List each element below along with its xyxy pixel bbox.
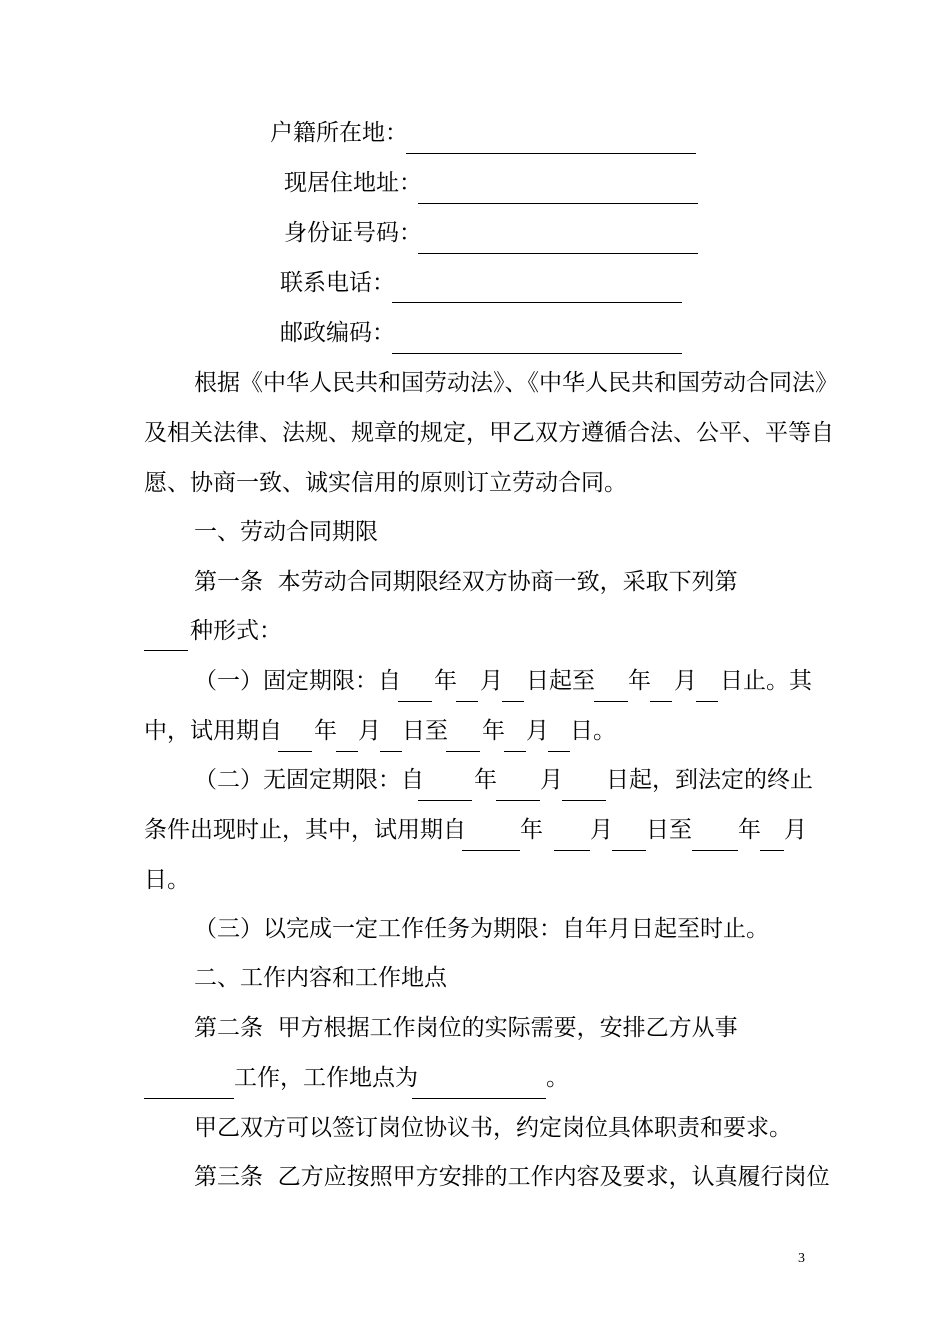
fixed-to: 日至 <box>402 718 448 744</box>
fixed-end-month-blank <box>650 701 672 702</box>
article-2-location-blank <box>412 1098 546 1099</box>
open-month-2: 月 <box>590 817 613 843</box>
preamble-line-3: 愿、协商一致、诚实信用的原则订立劳动合同。 <box>144 470 627 496</box>
fixed-start-month-blank <box>456 701 478 702</box>
open-start-month-blank <box>496 800 540 801</box>
fixed-term-label: （一）固定期限：自 <box>194 668 401 694</box>
fixed-from: 日起至 <box>526 668 595 694</box>
article-1-line-2: 种形式： <box>190 618 282 644</box>
open-prob-year-blank <box>462 850 520 851</box>
open-start-day-blank <box>562 800 606 801</box>
open-prob-day-blank <box>612 850 646 851</box>
fixed-month-1: 月 <box>480 668 503 694</box>
open-prob-end-month-blank <box>760 850 784 851</box>
open-term-label: （二）无固定期限：自 <box>194 767 424 793</box>
fixed-month-4: 月 <box>526 718 549 744</box>
fixed-start-year-blank <box>398 701 432 702</box>
article-3-line-1: 第三条 乙方应按照甲方安排的工作内容及要求，认真履行岗位 <box>194 1164 830 1190</box>
fixed-day-end: 日。 <box>570 718 616 744</box>
open-line-3: 日。 <box>144 867 190 893</box>
fixed-month-3: 月 <box>358 718 381 744</box>
fixed-year-2: 年 <box>628 668 651 694</box>
open-prob-end-year-blank <box>692 850 738 851</box>
open-month-1: 月 <box>540 767 563 793</box>
fixed-year-1: 年 <box>434 668 457 694</box>
open-month-3: 月 <box>784 817 807 843</box>
field-line-juzhu <box>418 203 698 204</box>
open-year-1: 年 <box>474 767 497 793</box>
fixed-year-4: 年 <box>482 718 505 744</box>
field-label-idcard: 身份证号码： <box>284 220 422 246</box>
field-line-huji <box>406 153 696 154</box>
open-start: 日起，到法定的终止 <box>606 767 813 793</box>
fixed-probation-start: 中，试用期自 <box>144 718 282 744</box>
open-start-year-blank <box>418 800 472 801</box>
fixed-prob-end-year-blank <box>446 751 480 752</box>
field-line-phone <box>392 302 682 303</box>
field-label-postcode: 邮政编码： <box>280 320 395 346</box>
article-2-work-blank <box>144 1098 234 1099</box>
open-to: 日至 <box>646 817 692 843</box>
fixed-end-year-blank <box>594 701 628 702</box>
fixed-start-day-blank <box>502 701 524 702</box>
section-2-title: 二、工作内容和工作地点 <box>194 965 447 991</box>
fixed-prob-day-blank <box>380 751 402 752</box>
field-label-juzhu: 现居住地址： <box>284 170 422 196</box>
open-prob-month-blank <box>554 850 590 851</box>
fixed-end: 日止。其 <box>720 668 812 694</box>
field-label-huji: 户籍所在地： <box>270 120 408 146</box>
field-line-idcard <box>418 253 698 254</box>
preamble-line-1: 根据《中华人民共和国劳动法》、《中华人民共和国劳动合同法》 <box>194 370 838 396</box>
field-line-postcode <box>392 353 682 354</box>
field-label-phone: 联系电话： <box>280 270 395 296</box>
page-number: 3 <box>798 1251 805 1266</box>
article-2-line-1: 第二条 甲方根据工作岗位的实际需要，安排乙方从事 <box>194 1015 738 1041</box>
fixed-month-2: 月 <box>674 668 697 694</box>
open-probation-start: 条件出现时止，其中，试用期自 <box>144 817 466 843</box>
open-year-2: 年 <box>520 817 543 843</box>
fixed-prob-year-blank <box>278 751 312 752</box>
agreement-line: 甲乙双方可以签订岗位协议书，约定岗位具体职责和要求。 <box>194 1115 792 1141</box>
article-1-line-1: 第一条 本劳动合同期限经双方协商一致，采取下列第 <box>194 569 738 595</box>
fixed-prob-month-blank <box>336 751 358 752</box>
preamble-line-2: 及相关法律、法规、规章的规定，甲乙双方遵循合法、公平、平等自 <box>144 420 834 446</box>
fixed-prob-end-day-blank <box>548 751 570 752</box>
fixed-end-day-blank <box>696 701 718 702</box>
article-2-period: 。 <box>546 1065 569 1091</box>
open-year-3: 年 <box>738 817 761 843</box>
article-2-work: 工作，工作地点为 <box>234 1065 418 1091</box>
article-1-blank <box>144 650 188 651</box>
fixed-prob-end-month-blank <box>504 751 526 752</box>
task-term: （三）以完成一定工作任务为期限：自年月日起至时止。 <box>194 916 769 942</box>
fixed-year-3: 年 <box>314 718 337 744</box>
section-1-title: 一、劳动合同期限 <box>194 519 378 545</box>
